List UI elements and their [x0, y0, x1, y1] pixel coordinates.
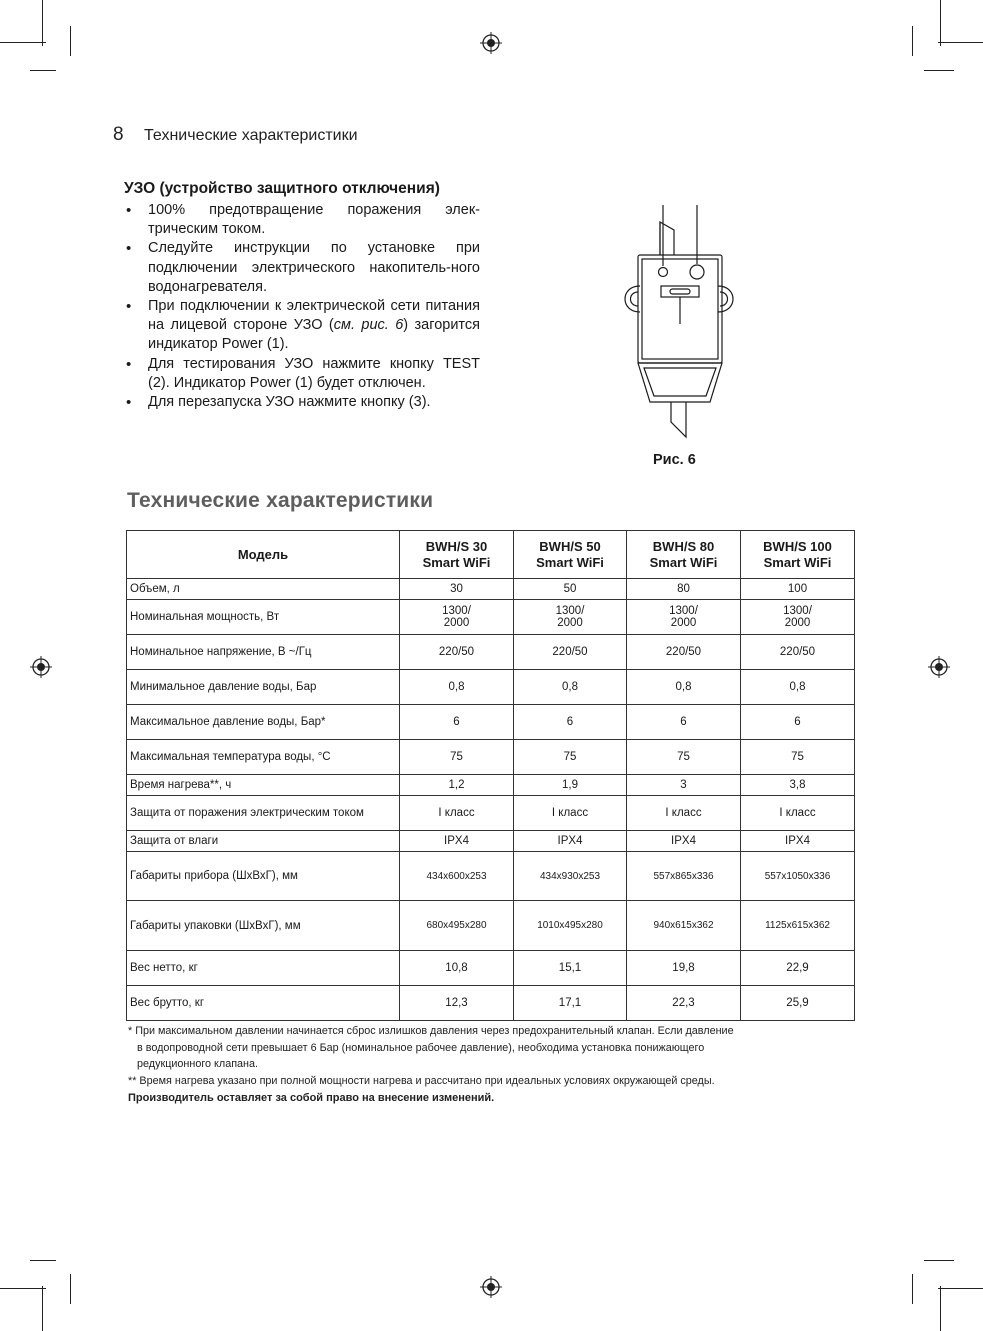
model-variant: Smart WiFi	[536, 554, 604, 570]
table-cell: 220/50	[514, 635, 627, 670]
table-cell: 1010x495x280	[514, 901, 627, 951]
list-item: • Для перезапуска УЗО нажмите кнопку (3).	[124, 393, 480, 412]
row-label: Номинальное напряжение, В ~/Гц	[127, 635, 400, 670]
cell-line: 2000	[557, 617, 583, 629]
footnote: редукционного клапана.	[137, 1058, 259, 1071]
table-cell: 75	[514, 740, 627, 775]
row-label: Габариты прибора (ШхВхГ), мм	[127, 852, 400, 901]
list-item: • Для тестирования УЗО нажмите кнопку TEST (2). Индикатор Power (1) будет отключен.	[124, 355, 480, 393]
table-cell: 680x495x280	[400, 901, 514, 951]
table-cell: 3	[627, 775, 741, 796]
table-row	[127, 951, 855, 986]
table-cell: 1,2	[400, 775, 514, 796]
table-cell: I класс	[514, 796, 627, 831]
footnote: в водопроводной сети превышает 6 Бар (номинальное рабочее давление), необходима установка понижающего	[137, 1041, 705, 1054]
table-row	[127, 852, 855, 901]
uzo-bullet-list	[124, 201, 480, 412]
table-row	[127, 579, 855, 600]
cell-line: 1300/	[669, 605, 698, 617]
table-cell: IPX4	[400, 831, 514, 852]
table-cell: 1125x615x362	[741, 901, 855, 951]
row-label: Время нагрева**, ч	[127, 775, 400, 796]
row-label: Объем, л	[127, 579, 400, 600]
cell-line: 1300/	[783, 605, 812, 617]
table-row	[127, 986, 855, 1021]
table-cell: 75	[741, 740, 855, 775]
table-cell: 75	[627, 740, 741, 775]
table-cell: 0,8	[627, 670, 741, 705]
table-row	[127, 901, 855, 951]
table-cell: I класс	[400, 796, 514, 831]
row-label: Габариты упаковки (ШхВхГ), мм	[127, 901, 400, 951]
table-cell: 220/50	[627, 635, 741, 670]
registration-mark-icon	[30, 656, 52, 678]
table-cell: 10,8	[400, 951, 514, 986]
table-cell: 434x600x253	[400, 852, 514, 901]
column-header	[741, 531, 855, 579]
model-variant: Smart WiFi	[422, 554, 491, 570]
table-cell: 940x615x362	[627, 901, 741, 951]
table-cell: 80	[627, 579, 741, 600]
page-number: 8	[113, 124, 124, 145]
table-cell: I класс	[627, 796, 741, 831]
footnote: * При максимальном давлении начинается сброс излишков давления через предохранительный клапан. Если давление	[128, 1025, 734, 1037]
model-name: BWH/S 30	[425, 538, 488, 554]
row-label: Защита от поражения электрическим током	[127, 796, 400, 831]
row-label: Защита от влаги	[127, 831, 400, 852]
table-cell	[514, 600, 627, 635]
model-variant: Smart WiFi	[649, 554, 718, 570]
row-label: Вес брутто, кг	[127, 986, 400, 1021]
table-cell: 0,8	[514, 670, 627, 705]
figure-caption: Рис. 6	[653, 452, 696, 468]
model-name: BWH/S 100	[763, 538, 832, 554]
table-cell: 17,1	[514, 986, 627, 1021]
section-title: Технические характеристики	[127, 489, 434, 512]
table-cell: 0,8	[741, 670, 855, 705]
row-label: Номинальная мощность, Вт	[127, 600, 400, 635]
bullet-text: ) загорится индикатор Power (1).	[148, 317, 481, 353]
table-cell: 557x865x336	[627, 852, 741, 901]
table-cell	[400, 600, 514, 635]
table-cell: 0,8	[400, 670, 514, 705]
table-cell: 19,8	[627, 951, 741, 986]
footnotes	[128, 1023, 848, 1107]
table-cell: 25,9	[741, 986, 855, 1021]
column-header	[627, 531, 741, 579]
running-title: Технические характеристики	[144, 127, 358, 144]
table-row	[127, 831, 855, 852]
table-header-row	[127, 531, 855, 579]
table-cell: IPX4	[627, 831, 741, 852]
footnote: ** Время нагрева указано при полной мощности нагрева и рассчитано при идеальных условиях окружающей среды.	[128, 1074, 715, 1087]
column-header	[514, 531, 627, 579]
row-label: Максимальная температура воды, °С	[127, 740, 400, 775]
row-label: Минимальное давление воды, Бар	[127, 670, 400, 705]
registration-mark-icon	[480, 32, 502, 54]
table-cell: 22,3	[627, 986, 741, 1021]
model-variant: Smart WiFi	[763, 554, 832, 570]
table-row	[127, 705, 855, 740]
table-row	[127, 670, 855, 705]
list-item: • Следуйте инструкции по установке при подключении электрического накопитель-ного водонагревателя.	[124, 239, 480, 297]
spec-table	[126, 530, 855, 1021]
table-cell: 3,8	[741, 775, 855, 796]
table-cell: 6	[514, 705, 627, 740]
table-cell: IPX4	[514, 831, 627, 852]
figure-reference: см. рис. 6	[333, 317, 404, 334]
table-row	[127, 740, 855, 775]
uzo-section	[124, 180, 480, 412]
table-cell: 557x1050x336	[741, 852, 855, 901]
uzo-heading: УЗО (устройство защитного отключения)	[124, 180, 440, 197]
table-cell: 434x930x253	[514, 852, 627, 901]
registration-mark-icon	[928, 656, 950, 678]
table-cell: 12,3	[400, 986, 514, 1021]
cell-line: 2000	[670, 617, 697, 629]
table-cell: 6	[741, 705, 855, 740]
table-cell: 220/50	[400, 635, 514, 670]
table-cell: 100	[741, 579, 855, 600]
table-cell: I класс	[741, 796, 855, 831]
page-header	[113, 124, 358, 146]
table-cell: 15,1	[514, 951, 627, 986]
rcd-plug-diagram-icon	[614, 200, 744, 445]
row-label: Максимальное давление воды, Бар*	[127, 705, 400, 740]
cell-line: 2000	[784, 617, 811, 629]
table-cell: 50	[514, 579, 627, 600]
model-name: BWH/S 80	[652, 538, 715, 554]
cell-line: 1300/	[442, 605, 471, 617]
column-header	[400, 531, 514, 579]
table-cell: 220/50	[741, 635, 855, 670]
table-row	[127, 796, 855, 831]
list-item: • 100% предотвращение поражения элек-трическим током.	[124, 201, 480, 239]
cell-line: 1300/	[555, 605, 585, 617]
table-cell: 30	[400, 579, 514, 600]
table-cell: 6	[400, 705, 514, 740]
table-cell: 6	[627, 705, 741, 740]
cell-line: 2000	[443, 617, 470, 629]
table-cell: 1,9	[514, 775, 627, 796]
bullet-text: При подключении к электрической сети питания на лицевой стороне УЗО (	[148, 298, 480, 334]
table-cell: IPX4	[741, 831, 855, 852]
table-cell: 75	[400, 740, 514, 775]
disclaimer: Производитель оставляет за собой право на внесение изменений.	[128, 1092, 495, 1105]
registration-mark-icon	[480, 1276, 502, 1298]
table-row	[127, 635, 855, 670]
model-name: BWH/S 50	[539, 538, 601, 554]
table-cell	[627, 600, 741, 635]
row-label: Вес нетто, кг	[127, 951, 400, 986]
table-row	[127, 600, 855, 635]
list-item	[124, 297, 480, 355]
table-row	[127, 775, 855, 796]
column-header-model: Модель	[127, 531, 400, 579]
table-cell: 22,9	[741, 951, 855, 986]
table-cell	[741, 600, 855, 635]
